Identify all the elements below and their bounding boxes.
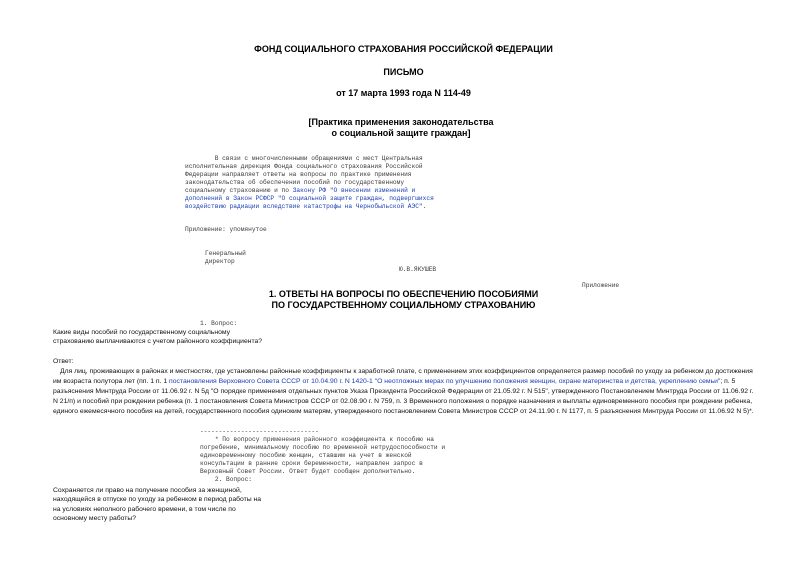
- intro-paragraph: [185, 155, 434, 211]
- section-title: ПО ГОСУДАРСТВЕННОМУ СОЦИАЛЬНОМУ СТРАХОВАНИЮ: [271, 300, 536, 310]
- footnote-line: консультации в ранние сроки беременности, направлен запрос в: [200, 460, 423, 467]
- footnote-line: * По вопросу применения районного коэффициента к пособию на: [214, 436, 434, 443]
- footnote: [200, 428, 445, 484]
- intro-line: В связи с многочисленными обращениями с мест Центральная: [214, 155, 423, 162]
- section-title: 1. ОТВЕТЫ НА ВОПРОСЫ ПО ОБЕСПЕЧЕНИЮ ПОСОБИЯМИ: [268, 289, 539, 299]
- question-line: Какие виды пособий по государственному социальному: [53, 329, 231, 336]
- doc-date: от 17 марта 1993 года N 114-49: [336, 88, 471, 98]
- answer-segment: Для лиц, проживающих в районах и местностях, где установлены районные коэффициенты к заработной плате, с применением этих коэффициентов определяется размер пособий по уходу за ребенком до достижения им возраста полутора лет (пп. 1 п. 1: [53, 368, 753, 385]
- law-link[interactable]: воздействию радиации вследствие катастрофы на Чернобыльской АЭС": [185, 203, 423, 210]
- signature-title-line: Генеральный: [205, 250, 246, 257]
- answer-text: [53, 367, 755, 417]
- question-2-label: [200, 476, 215, 483]
- signature-name: Ю.В.ЯКУШЕВ: [399, 266, 437, 273]
- question-1-text: [53, 328, 262, 347]
- appendix-label: Приложение: [582, 282, 620, 289]
- question-line: Сохраняется ли право на получение пособия за женщиной,: [53, 487, 242, 494]
- footnote-line: [200, 436, 215, 443]
- org-title: ФОНД СОЦИАЛЬНОГО СТРАХОВАНИЯ РОССИЙСКОЙ ФЕДЕРАЦИИ: [254, 44, 553, 54]
- footnote-rule: --------------------------------: [200, 428, 319, 435]
- law-link[interactable]: дополнений в Закон РСФСР "О социальной защите граждан, подвергшихся: [185, 195, 434, 202]
- signature-title-line: директор: [205, 258, 235, 265]
- subtitle-line: [Практика применения законодательства: [308, 117, 494, 127]
- law-link[interactable]: Закону РФ "О внесении изменений и: [292, 187, 416, 194]
- doc-subtitle: [290, 117, 512, 139]
- intro-line: социальному страхованию и по: [185, 187, 293, 194]
- doc-type: ПИСЬМО: [383, 67, 424, 77]
- signature-title: [205, 250, 246, 266]
- footnote-line: единовременному пособию женщин, ставшим на учет в женской: [200, 452, 412, 459]
- question-2-label-text: 2. Вопрос:: [214, 476, 252, 483]
- intro-line: законодательства об обеспечении пособий по государственному: [185, 179, 405, 186]
- intro-line: .: [422, 203, 427, 210]
- footnote-line: Верховный Совет России. Ответ будет сообщен дополнительно.: [200, 468, 416, 475]
- intro-line: [185, 155, 215, 162]
- footnote-line: погребение, минимальному пособию по временной нетрудоспособности и: [200, 444, 446, 451]
- question-line: на условиях неполного рабочего времени, в том числе по: [53, 505, 236, 513]
- question-1-label: 1. Вопрос:: [200, 320, 238, 327]
- answer-segment: ; п. 5 разъяснения Минтруда России от 11.06.92 г. N 5д "О порядке применения отдельных пунктов Указа Президента Российской Федерации от 21.05.92 г. N 515", утвержденного Постановлением Минтруда России от 11.06.92 г. N 21/п) и пособий при рождении ребенка (п. 1 постановления Совета Министров СССР от 02.08.90 г. N 759, п. 3 Временного положения о порядке назначения и выплаты единовременного пособия при рождении ребенка, единого ежемесячного пособия на детей, государственного пособия одиноким матерям, утвержденного постановлением Совета Министров СССР от 24.11.90 г. N 1177, п. 5 разъяснения Минтруда России от 11.06.92 N 5)*.: [53, 377, 754, 415]
- question-2-text: [53, 486, 261, 524]
- question-line: страхованию выплачиваются с учетом районного коэффициента?: [53, 338, 263, 346]
- question-line: основному месту работы?: [53, 515, 137, 523]
- question-line: находящейся в отпуске по уходу за ребенком в период работы на: [53, 496, 262, 504]
- resolution-link[interactable]: постановления Верховного Совета СССР от 10.04.90 г. N 1420-1 "О неотложных мерах по улучшению положения женщин, охране материнства и детства, укреплению семьи": [169, 377, 721, 385]
- attachment-line: Приложение: упомянутое: [185, 226, 267, 233]
- answer-label: Ответ:: [53, 358, 74, 365]
- intro-line: исполнительная дирекция Фонда социального страхования Российской: [185, 163, 423, 170]
- subtitle-line: о социальной защите граждан]: [331, 128, 471, 138]
- intro-line: Федерации направляет ответы на вопросы по практике применения: [185, 171, 412, 178]
